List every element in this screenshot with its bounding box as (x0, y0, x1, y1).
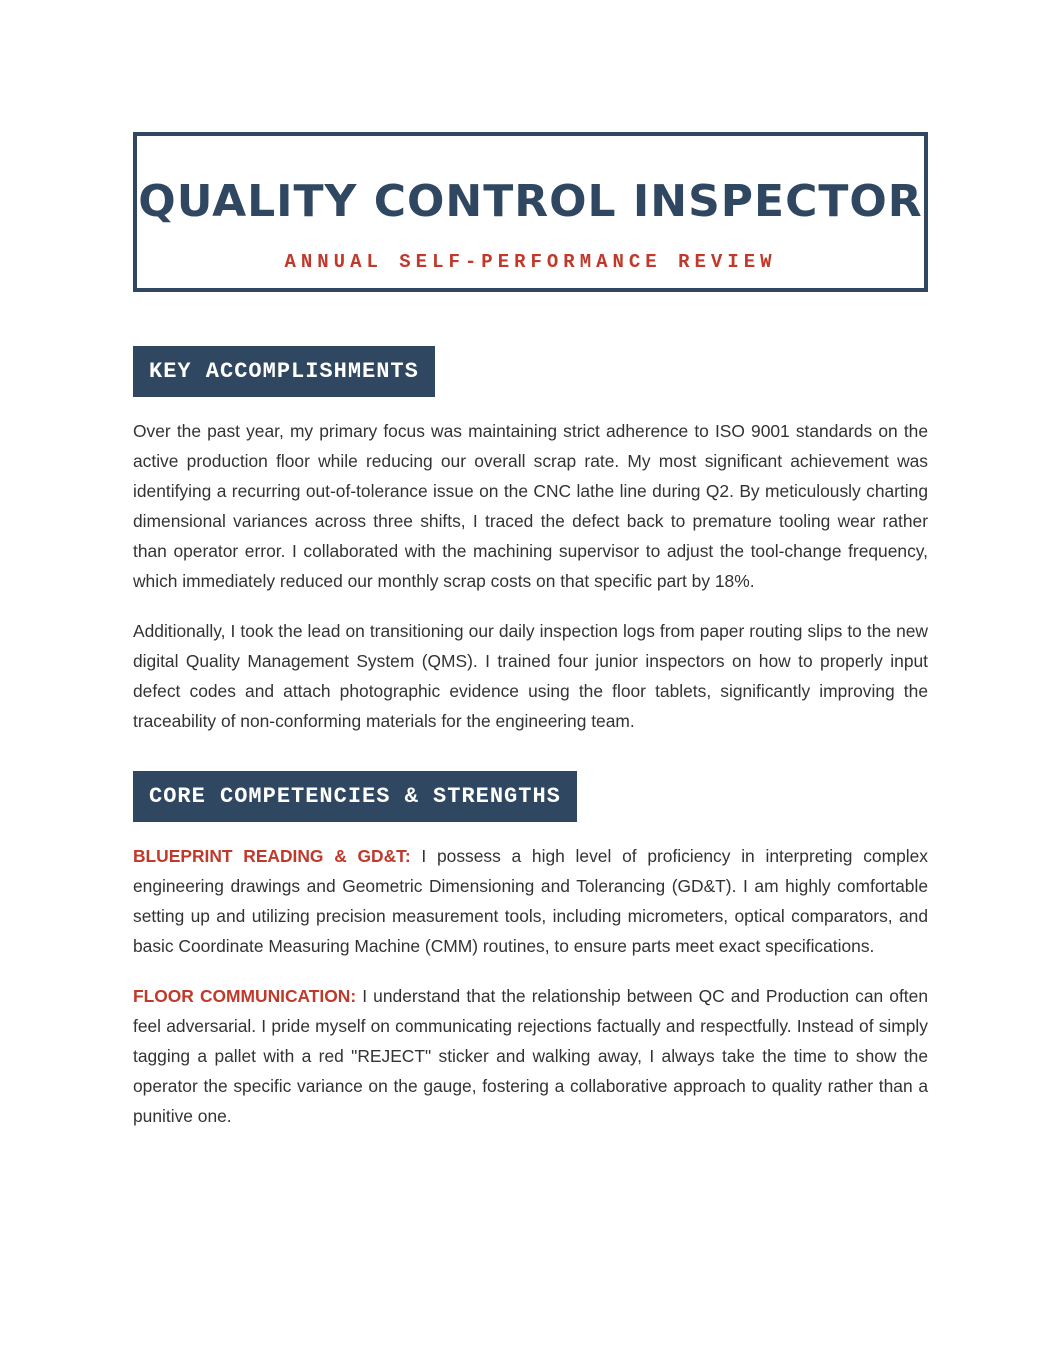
title-box (133, 132, 928, 292)
competency-text: I understand that the relationship between QC and Production can often feel adversarial. I pride myself on communicating rejections factually and respectfully. Instead of simply tagging a pallet with a red "REJECT" sticker and walking away, I always take the time to show the operator the specific variance on the gauge, fostering a collaborative approach to quality rather than a punitive one. (133, 986, 928, 1126)
paragraph: Additionally, I took the lead on transitioning our daily inspection logs from paper routing slips to the new digital Quality Management System (QMS). I trained four junior inspectors on how to properly input defect codes and attach photographic evidence using the floor tablets, significantly improving the traceability of non-conforming materials for the engineering team. (133, 621, 928, 731)
competency-blueprint-reading (133, 841, 928, 961)
section-heading-accomplishments: KEY ACCOMPLISHMENTS (133, 346, 435, 397)
page-title: QUALITY CONTROL INSPECTOR (138, 176, 923, 227)
page-subtitle: ANNUAL SELF-PERFORMANCE REVIEW (284, 251, 777, 273)
competency-text: I possess a high level of proficiency in interpreting complex engineering drawings and Geometric Dimensioning and Tolerancing (GD&T). I am highly comfortable setting up and utilizing precision measurement tools, including micrometers, optical comparators, and basic Coordinate Measuring Machine (CMM) routines, to ensure parts meet exact specifications. (133, 846, 928, 956)
competency-floor-communication (133, 981, 928, 1131)
section-heading-competencies: CORE COMPETENCIES & STRENGTHS (133, 771, 577, 822)
review-document (133, 132, 928, 1131)
competency-label: FLOOR COMMUNICATION: (133, 986, 357, 1006)
competency-label: BLUEPRINT READING & GD&T: (133, 846, 411, 866)
paragraph: Over the past year, my primary focus was maintaining strict adherence to ISO 9001 standards on the active production floor while reducing our overall scrap rate. My most significant achievement was identifying a recurring out-of-tolerance issue on the CNC lathe line during Q2. By meticulously charting dimensional variances across three shifts, I traced the defect back to premature tooling wear rather than operator error. I collaborated with the machining supervisor to adjust the tool-change frequency, which immediately reduced our monthly scrap costs on that specific part by 18%. (133, 421, 928, 591)
